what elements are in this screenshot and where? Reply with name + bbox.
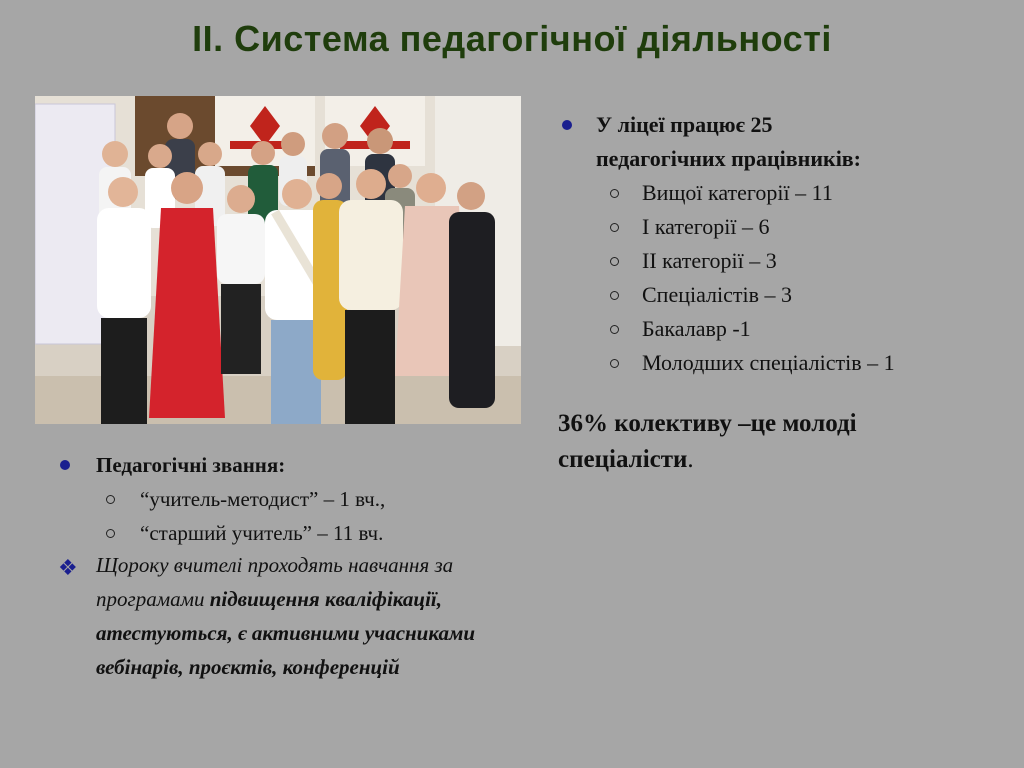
bullet-dot-icon [562, 120, 572, 130]
title-item [58, 516, 518, 550]
note-part1: Щороку вчителі проходять навчання за програмами [96, 553, 454, 611]
title-item [58, 482, 518, 516]
titles-heading-text: Педагогічні звання: [96, 453, 286, 477]
category-item [560, 210, 1000, 244]
category-label: ІІ категорії – 3 [642, 248, 777, 273]
category-label: Вищої категорії – 11 [642, 180, 833, 205]
bullet-dot-icon [60, 460, 70, 470]
category-item [560, 244, 1000, 278]
group-photo [35, 96, 521, 424]
title-item-label: “учитель-методист” – 1 вч., [140, 487, 386, 511]
category-label: І категорії – 6 [642, 214, 770, 239]
bullet-ring-icon [610, 189, 619, 198]
category-item [560, 278, 1000, 312]
category-label: Бакалавр -1 [642, 316, 751, 341]
category-item [560, 312, 1000, 346]
titles-heading [58, 448, 518, 482]
staff-list [560, 108, 1000, 380]
bullet-ring-icon [610, 291, 619, 300]
bullet-ring-icon [106, 495, 115, 504]
note-part4: учасниками вебінарів, проєктів, конференцій [96, 621, 476, 679]
bullet-ring-icon [610, 359, 619, 368]
note-part2: підвищення кваліфікації, атестуються, [96, 587, 443, 645]
young-tail: . [687, 446, 694, 473]
category-item [560, 176, 1000, 210]
bullet-ring-icon [610, 325, 619, 334]
bullet-ring-icon [106, 529, 115, 538]
slide-title: II. Система педагогічної діяльності [192, 18, 832, 59]
note-part3: є активними [232, 621, 365, 645]
title-item-label: “старший учитель” – 11 вч. [140, 521, 384, 545]
staff-heading-line2: педагогічних працівників: [596, 146, 862, 171]
staff-heading-line1: У ліцеї працює 25 [596, 112, 773, 137]
bullet-ring-icon [610, 223, 619, 232]
young-line1: 36% колективу –це молоді [558, 410, 857, 437]
bullet-ring-icon [610, 257, 619, 266]
young-specialists-statement [558, 406, 988, 478]
training-note [58, 548, 518, 684]
category-item [560, 346, 1000, 380]
staff-heading [560, 108, 1000, 176]
titles-list [58, 448, 518, 550]
young-line2: спеціалісти [558, 446, 688, 473]
category-label: Спеціалістів – 3 [642, 282, 793, 307]
diamond-bullet-icon: ❖ [58, 556, 78, 581]
category-label: Молодших спеціалістів – 1 [642, 350, 895, 375]
